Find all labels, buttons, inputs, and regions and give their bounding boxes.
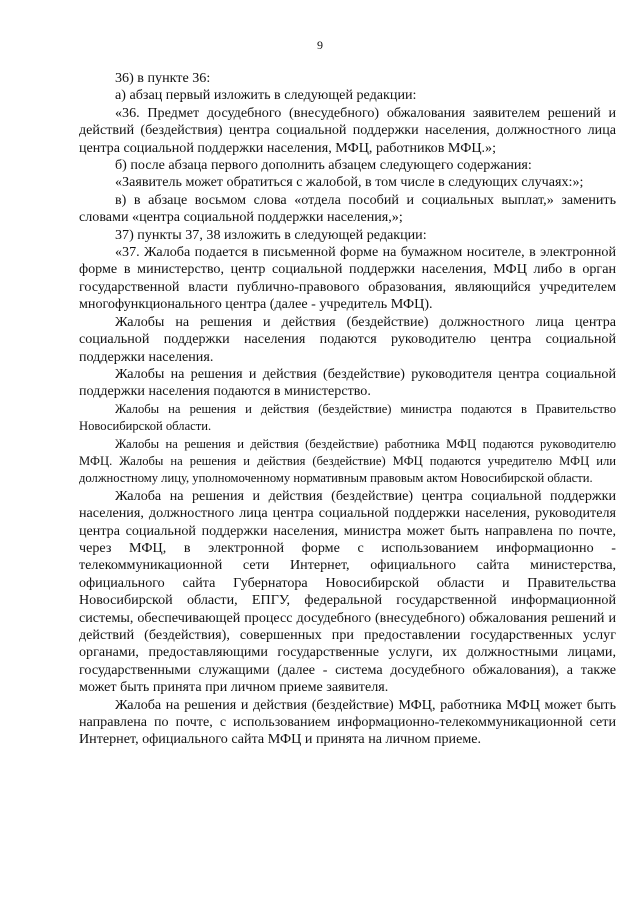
page-number: 9: [317, 38, 323, 52]
document-body: [79, 70, 616, 749]
paragraph-complaint-mfc-channels: Жалоба на решения и действия (бездействие) МФЦ, работника МФЦ может быть направлена по почте, с использованием информационно-телекоммуникационной сети Интернет, официального сайта МФЦ и принята на личном приеме.: [79, 696, 616, 748]
paragraph-complaints-minister: Жалобы на решения и действия (бездействие) министра подаются в Правительство Новосибирской области.: [79, 401, 616, 434]
paragraph-quote-36: «36. Предмет досудебного (внесудебного) обжалования заявителем решений и действий (бездействия) центра социальной поддержки населения, должностного лица центра социальной поддержки населения, МФЦ, работников МФЦ.»;: [79, 104, 616, 156]
paragraph-complaints-official: Жалобы на решения и действия (бездействие) должностного лица центра социальной поддержки населения подаются руководителю центра социальной поддержки населения.: [79, 313, 616, 365]
paragraph-sub-v: в) в абзаце восьмом слова «отдела пособий и социальных выплат,» заменить словами «центра социальной поддержки населения,»;: [79, 191, 616, 226]
paragraph-complaints-head: Жалобы на решения и действия (бездействие) руководителя центра социальной поддержки населения подаются в министерство.: [79, 365, 616, 400]
paragraph-sub-b: б) после абзаца первого дополнить абзацем следующего содержания:: [115, 157, 532, 174]
paragraph-item-37: 37) пункты 37, 38 изложить в следующей редакции:: [115, 226, 427, 243]
paragraph-item-36: 36) в пункте 36:: [115, 70, 211, 86]
paragraph-sub-a: а) абзац первый изложить в следующей редакции:: [115, 87, 417, 104]
paragraph-quote-complaint: «Заявитель может обратиться с жалобой, в том числе в следующих случаях:»;: [115, 174, 584, 191]
paragraph-complaint-channels: Жалоба на решения и действия (бездействие) центра социальной поддержки населения, должностного лица центра социальной поддержки населения, руководителя центра социальной поддержки населения, министра может быть направлена по почте, через МФЦ, в электронной форме с использованием информационно - телекоммуникационной сети Интернет, официального сайта министерства, официального сайта Губернатора Новосибирской области и Правительства Новосибирской области, ЕПГУ, федеральной государственной информационной системы, обеспечивающей процесс досудебного (внесудебного) обжалования решений и действий (бездействия), совершенных при предоставлении государственных услуг органами, предоставляющими государственные услуги, их должностными лицами, государственными служащими (далее - система досудебного обжалования), а также может быть принята при личном приеме заявителя.: [79, 487, 616, 696]
paragraph-complaints-mfc: Жалобы на решения и действия (бездействие) работника МФЦ подаются руководителю МФЦ. Жалобы на решения и действия (бездействие) МФЦ подаются учредителю МФЦ или должностному лицу, уполномоченному нормативным правовым актом Новосибирской области.: [79, 436, 616, 486]
paragraph-quote-37: «37. Жалоба подается в письменной форме на бумажном носителе, в электронной форме в министерство, центр социальной поддержки населения, МФЦ либо в орган государственной власти публично-правового образования, являющийся учредителем многофункционального центра (далее - учредитель МФЦ).: [79, 244, 616, 313]
